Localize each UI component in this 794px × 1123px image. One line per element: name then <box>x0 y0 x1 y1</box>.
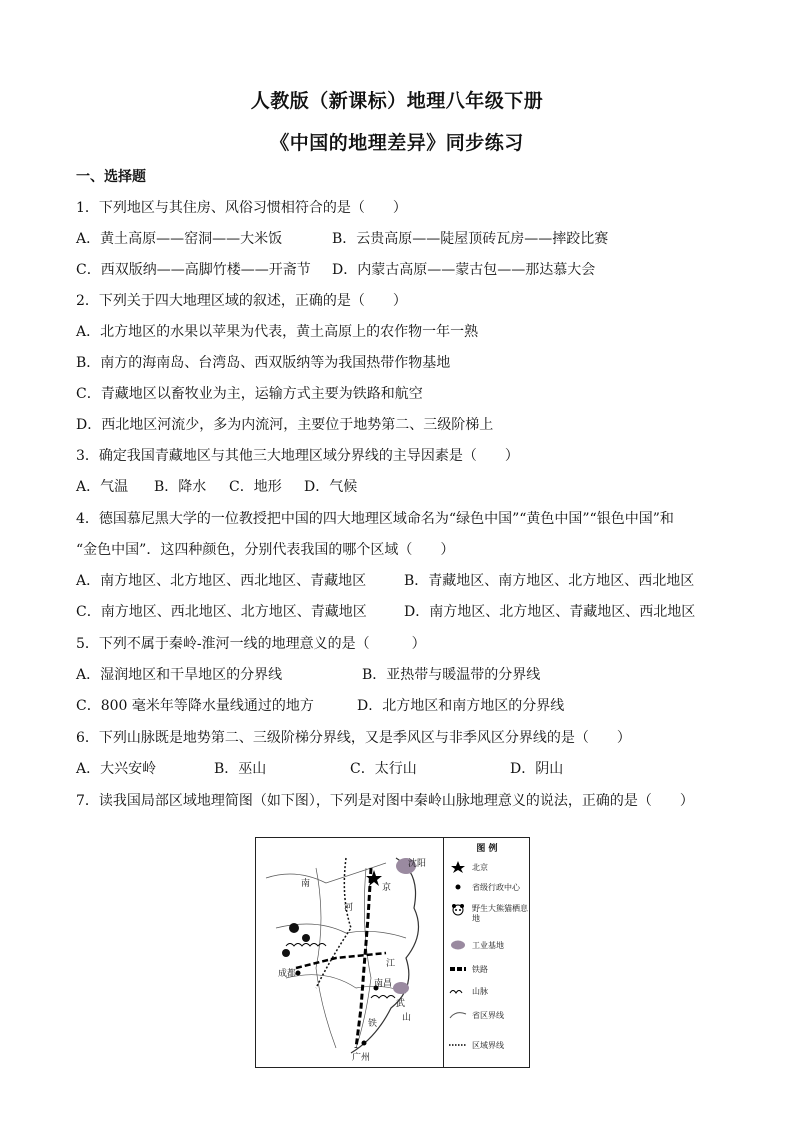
panda-habitat <box>289 923 299 933</box>
legend-item: 铁路 <box>448 962 530 976</box>
mountain-range <box>286 944 326 947</box>
option-d[interactable]: D．气候 <box>304 479 358 495</box>
regional-map-figure <box>255 837 530 1068</box>
map-label: 南 <box>301 879 311 889</box>
panda-icon <box>448 902 468 916</box>
beijing-star <box>366 870 382 886</box>
option-a[interactable]: A．气温 <box>76 479 129 495</box>
legend-item: 野生大熊猫栖息地 <box>448 902 530 928</box>
option-b[interactable]: B．青藏地区、南方地区、北方地区、西北地区 <box>404 573 695 589</box>
map-label: 成都 <box>278 969 297 979</box>
question-5-stem: 5．下列不属于秦岭-淮河一线的地理意义的是（ ） <box>76 636 426 652</box>
legend-item: 区域界线 <box>448 1038 530 1052</box>
map-legend <box>443 838 530 1067</box>
legend-item: 省级行政中心 <box>448 880 530 894</box>
legend-item: 工业基地 <box>448 938 530 952</box>
option-c[interactable]: C．800 毫米年等降水量线通过的地方 <box>76 698 314 714</box>
map-label: 河 <box>344 903 354 913</box>
region-boundary-icon <box>448 1038 468 1052</box>
option-c[interactable]: C．西双版纳——高脚竹楼——开斋节 <box>76 262 311 278</box>
section-heading: 一、选择题 <box>76 169 146 185</box>
option-b[interactable]: B．降水 <box>154 479 207 495</box>
option-d[interactable]: D．西北地区河流少，多为内流河，主要位于地势第二、三级阶梯上 <box>76 417 494 433</box>
question-1-stem: 1．下列地区与其住房、风俗习惯相符合的是（ ） <box>76 200 407 216</box>
option-b[interactable]: B．云贵高原——陡屋顶砖瓦房——摔跤比赛 <box>332 231 609 247</box>
provincial-capital <box>296 971 301 976</box>
option-d[interactable]: D．内蒙古高原——蒙古包——那达慕大会 <box>332 262 596 278</box>
option-a[interactable]: A．大兴安岭 <box>76 761 157 777</box>
map-label: 南昌 <box>374 979 393 989</box>
question-2-stem: 2．下列关于四大地理区域的叙述，正确的是（ ） <box>76 293 407 309</box>
option-d[interactable]: D．阴山 <box>510 761 564 777</box>
industrial-base <box>393 982 409 994</box>
map-label: 江 <box>386 959 396 969</box>
railway <box>296 953 386 968</box>
railway-icon <box>448 962 468 976</box>
industrial-base-icon <box>448 938 468 952</box>
legend-title: 图 例 <box>476 844 498 854</box>
map-label: 沈阳 <box>408 859 427 869</box>
province-boundary-icon <box>448 1008 468 1022</box>
map-label: 铁 <box>368 1019 378 1029</box>
mountain-range <box>371 996 395 999</box>
panda-habitat <box>302 934 310 942</box>
option-b[interactable]: B．巫山 <box>214 761 267 777</box>
option-a[interactable]: A．湿润地区和干旱地区的分界线 <box>76 667 283 683</box>
panda-habitat <box>282 949 290 957</box>
option-c[interactable]: C．青藏地区以畜牧业为主，运输方式主要为铁路和航空 <box>76 386 423 402</box>
map-label: 京 <box>382 883 392 893</box>
mountain-icon <box>448 984 468 998</box>
provincial-capital <box>362 1041 367 1046</box>
option-c[interactable]: C．南方地区、西北地区、北方地区、青藏地区 <box>76 604 367 620</box>
map-label: 武 <box>396 999 406 1009</box>
dot-icon <box>448 880 468 894</box>
option-d[interactable]: D．北方地区和南方地区的分界线 <box>357 698 565 714</box>
title: 人教版（新课标）地理八年级下册 <box>250 90 544 112</box>
question-4-stem: 4．德国慕尼黑大学的一位教授把中国的四大地理区域命名为“绿色中国”“黄色中国”“银色中国”和 <box>76 511 674 527</box>
option-b[interactable]: B．南方的海南岛、台湾岛、西双版纳等为我国热带作物基地 <box>76 355 451 371</box>
option-a[interactable]: A．北方地区的水果以苹果为代表，黄土高原上的农作物一年一熟 <box>76 324 479 340</box>
legend-item: 山脉 <box>448 984 530 998</box>
question-7-stem: 7．读我国局部区域地理简图（如下图），下列是对图中秦岭山脉地理意义的说法，正确的是（ ） <box>76 793 694 809</box>
subtitle: 《中国的地理差异》同步练习 <box>270 132 524 154</box>
map-drawing <box>256 838 443 1067</box>
map-label: 广州 <box>352 1053 371 1063</box>
option-b[interactable]: B．亚热带与暖温带的分界线 <box>362 667 541 683</box>
star-icon <box>448 860 468 874</box>
option-c[interactable]: C．太行山 <box>350 761 417 777</box>
legend-item: 北京 <box>448 860 530 874</box>
question-3-stem: 3．确定我国青藏地区与其他三大地理区域分界线的主导因素是（ ） <box>76 448 519 464</box>
map-label: 山 <box>402 1013 412 1023</box>
question-4-stem-continued: “金色中国”．这四种颜色，分别代表我国的哪个区域（ ） <box>76 542 455 558</box>
option-c[interactable]: C．地形 <box>229 479 282 495</box>
option-a[interactable]: A．南方地区、北方地区、西北地区、青藏地区 <box>76 573 367 589</box>
question-6-stem: 6．下列山脉既是地势第二、三级阶梯分界线，又是季风区与非季风区分界线的是（ ） <box>76 730 631 746</box>
legend-item: 省区界线 <box>448 1008 530 1022</box>
option-a[interactable]: A．黄土高原——窑洞——大米饭 <box>76 231 283 247</box>
option-d[interactable]: D．南方地区、北方地区、青藏地区、西北地区 <box>404 604 696 620</box>
